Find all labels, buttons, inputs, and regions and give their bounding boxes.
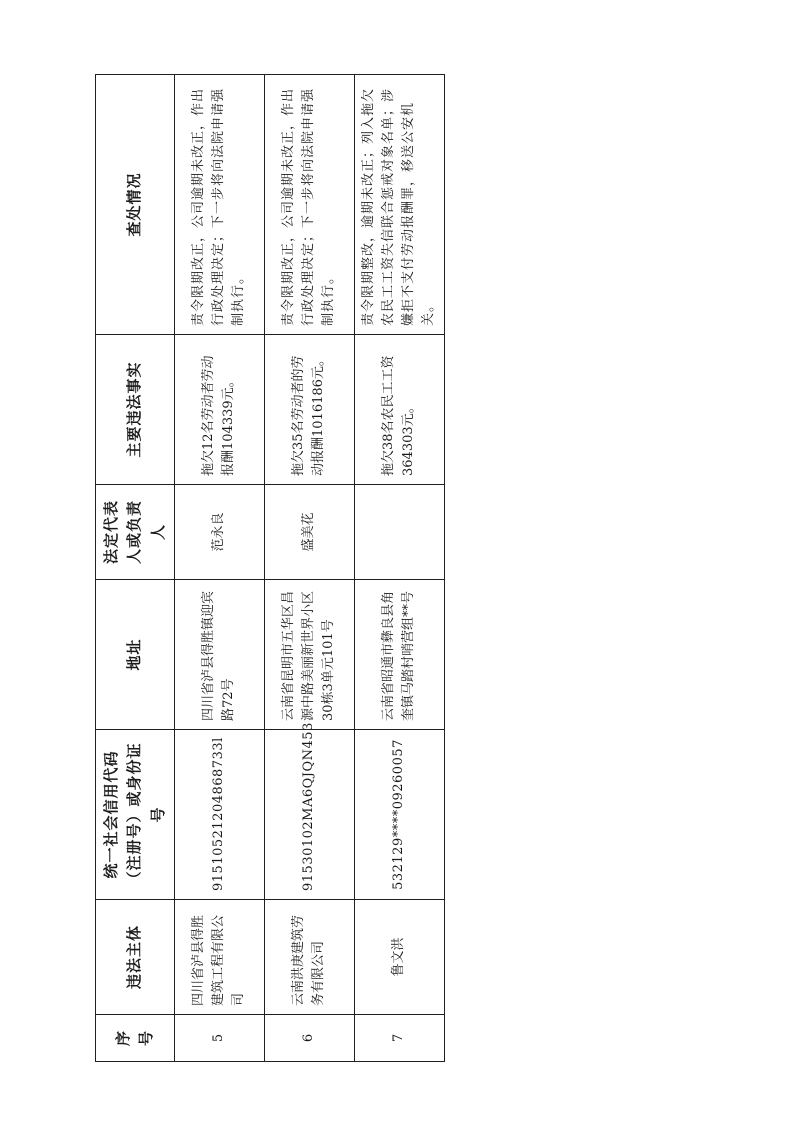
cell-subject: 四川省泸县得胜建筑工程有限公司	[174, 900, 264, 1015]
cell-code: 532129****09260057	[354, 730, 444, 900]
header-legal-rep: 法定代表人或负责人	[96, 485, 175, 580]
cell-no: 6	[264, 1015, 354, 1062]
cell-address: 云南省昆明市五华区昌源中路美丽新世界小区30栋3单元101号	[264, 580, 354, 730]
document-page	[95, 75, 437, 1062]
cell-facts: 拖欠38名农民工工资364303元。	[354, 335, 444, 485]
cell-address: 云南省昭通市彝良县角奎镇马踏村哨营组**号	[354, 580, 444, 730]
header-code: 统一社会信用代码（注册号）或身份证号	[96, 730, 175, 900]
cell-no: 5	[174, 1015, 264, 1062]
header-subject: 违法主体	[96, 900, 175, 1015]
header-facts: 主要违法事实	[96, 335, 175, 485]
table-row	[264, 75, 354, 1062]
rotated-table-wrapper	[95, 75, 437, 1062]
cell-subject: 鲁文洪	[354, 900, 444, 1015]
cell-handling: 责令限期改正，公司逾期未改正，作出行政处理决定；下一步将向法院申请强制执行。	[174, 75, 264, 335]
violations-table	[95, 74, 445, 1062]
table-header-row	[96, 75, 175, 1062]
table-row	[174, 75, 264, 1062]
cell-legal-rep: 范永良	[174, 485, 264, 580]
cell-handling: 责令限期改正，公司逾期未改正，作出行政处理决定；下一步将向法院申请强制执行。	[264, 75, 354, 335]
cell-address: 四川省泸县得胜镇迎宾路72号	[174, 580, 264, 730]
header-no: 序号	[96, 1015, 175, 1062]
cell-handling: 责令限期整改，逾期未改正；列入拖欠农民工工资失信联合惩戒对象名单；涉嫌拒不支付劳动报酬罪，移送公安机关。	[354, 75, 444, 335]
header-handling: 查处情况	[96, 75, 175, 335]
cell-legal-rep	[354, 485, 444, 580]
cell-code: 91530102MA6QJQN453	[264, 730, 354, 900]
header-address: 地址	[96, 580, 175, 730]
cell-facts: 拖欠12名劳动者劳动报酬104339元。	[174, 335, 264, 485]
cell-facts: 拖欠35名劳动者的劳动报酬1016186元。	[264, 335, 354, 485]
cell-subject: 云南洪庚建筑劳务有限公司	[264, 900, 354, 1015]
cell-legal-rep: 盛美花	[264, 485, 354, 580]
cell-no: 7	[354, 1015, 444, 1062]
cell-code: 91510521204868733l	[174, 730, 264, 900]
table-row	[354, 75, 444, 1062]
